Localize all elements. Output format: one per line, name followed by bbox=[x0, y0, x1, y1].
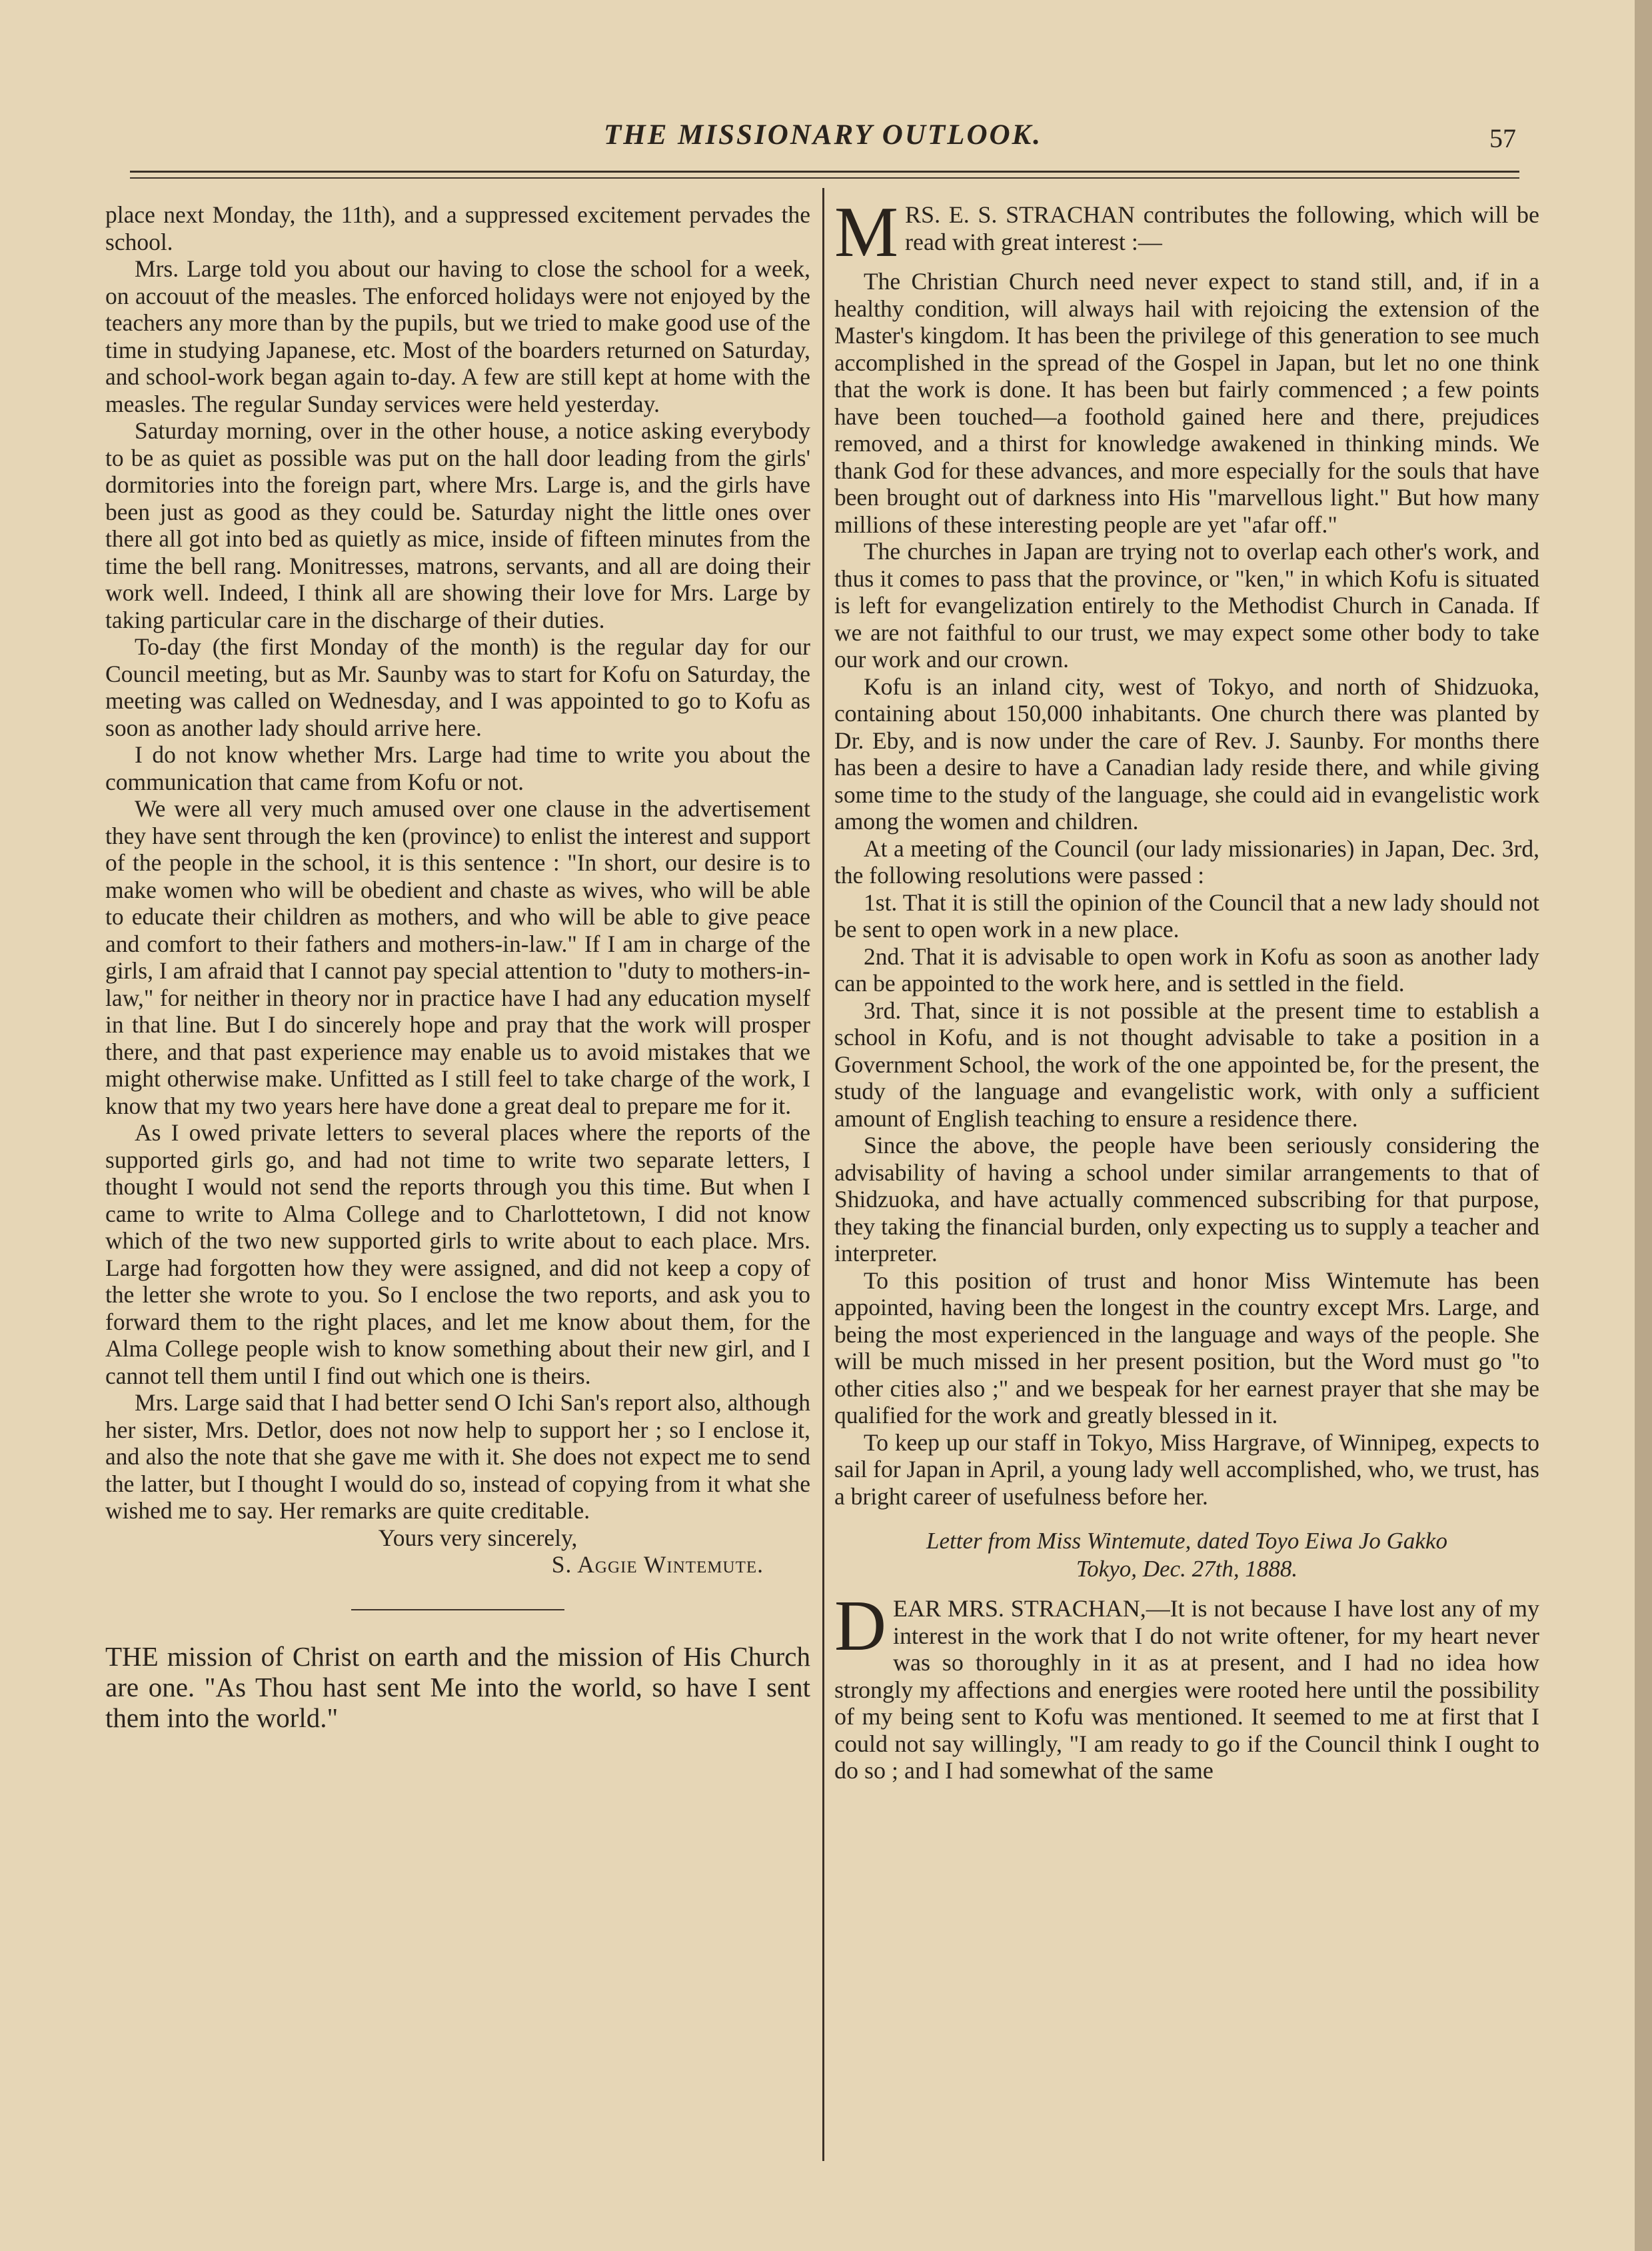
paragraph: At a meeting of the Council (our lady missionaries) in Japan, Dec. 3rd, the following resolutions were passed : bbox=[834, 835, 1539, 889]
paragraph: To this position of trust and honor Miss Wintemute has been appointed, having been the longest in the country except Mrs. Large, and being the most experienced in the language and ways of the people. She will be much missed in her present position, but the Word must go "to other cities also ;" and we bespeak for her earnest prayer that she may be qualified for the work and greatly blessed in it. bbox=[834, 1266, 1539, 1428]
letter-heading-line: Letter from Miss Wintemute, dated Toyo Eiwa Jo Gakko bbox=[926, 1528, 1447, 1554]
section-divider bbox=[351, 1609, 564, 1610]
header-rule bbox=[130, 171, 1519, 173]
page-edge bbox=[1635, 0, 1652, 2251]
running-title: THE MISSIONARY OUTLOOK. bbox=[604, 119, 1042, 151]
page-number: 57 bbox=[1489, 123, 1516, 153]
paragraph: Mrs. Large said that I had better send O Ichi San's report also, although her sister, Mrs. Detlor, does not now help to support her ; so I enclose it, and also the note that she gave me with it. She does not expect me to send the latter, but I thought I would do so, instead of copying from it what she wished me to say. Her remarks are quite creditable. bbox=[105, 1389, 810, 1524]
signature: S. Aggie Wintemute. bbox=[551, 1551, 764, 1578]
paragraph: Mrs. Large told you about our having to close the school for a week, on accouut of the measles. The enforced holidays were not enjoyed by the teachers any more than by the pupils, but we tried to make good use of the time in studying Japanese, etc. Most of the boarders returned on Saturday, and school-work began again to-day. A few are still kept at home with the measles. The regular Sunday services were held yesterday. bbox=[105, 255, 810, 417]
paragraph: To-day (the first Monday of the month) is the regular day for our Council meeting, but as Mr. Saunby was to start for Kofu on Saturday, the meeting was called on Wednesday, and I was appointed to go to Kofu as soon as another lady should arrive here. bbox=[105, 633, 810, 741]
paragraph: As I owed private letters to several places where the reports of the supported girls go, and had not time to write two separate letters, I thought I would not send the reports through you this time. But when I came to write to Alma College and to Charlottetown, I did not know which of the two new supported girls to write about to each place. Mrs. Large had forgotten how they were assigned, and did not keep a copy of the letter she wrote to you. So I enclose the two reports, and ask you to forward them to the right places, and let me know about them, for the Alma College people wish to know something about their new girl, and I cannot tell them until I find out which one is theirs. bbox=[105, 1119, 810, 1389]
resolution: 1st. That it is still the opinion of the Council that a new lady should not be sent to open work in a new place. bbox=[834, 889, 1539, 943]
letter-text: EAR MRS. STRACHAN,—It is not because I have lost any of my interest in the work that I do not write oftener, for my heart never was so thoroughly in it as at present, and I had no idea how strongly my affections and energies were rooted here until the possibility of my being sent to Kofu was mentioned. It seemed to me at first that I could not say willingly, "I am ready to go if the Council think I ought to do so ; and I had somewhat of the same bbox=[834, 1595, 1539, 1784]
left-column bbox=[105, 201, 810, 1733]
page-header bbox=[120, 119, 1526, 160]
drop-cap: M bbox=[834, 193, 899, 272]
intro-text: RS. E. S. STRACHAN contributes the following, which will be read with great interest :— bbox=[905, 201, 1539, 255]
resolution: 3rd. That, since it is not possible at the present time to establish a school in Kofu, and is not thought advisable to take a position in a Government School, the work of the one appointed be, for the present, the study of the language and evangelistic work, with only a sufficient amount of English teaching to ensure a residence there. bbox=[834, 997, 1539, 1132]
column-divider bbox=[822, 188, 824, 2161]
resolution: 2nd. That it is advisable to open work in Kofu as soon as another lady can be appointed to the work here, and is settled in the field. bbox=[834, 943, 1539, 997]
paragraph: Kofu is an inland city, west of Tokyo, and north of Shidzuoka, containing about 150,000 inhabitants. One church there was planted by Dr. Eby, and is now under the care of Rev. J. Saunby. For months there has been a desire to have a Canadian lady reside there, and while giving some time to the study of the language, she could aid in evangelistic work among the women and children. bbox=[834, 673, 1539, 835]
letter-heading-date: Tokyo, Dec. 27th, 1888. bbox=[1076, 1556, 1298, 1582]
right-column bbox=[834, 193, 1539, 1784]
paragraph: The Christian Church need never expect to stand still, and, if in a healthy condition, will always hail with rejoicing the extension of the Master's kingdom. It has been the privilege of this generation to see much accomplished in the spread of the Gospel in Japan, but let no one think that the work is done. It has been but fairly commenced ; a few points have been touched—a foothold gained here and there, prejudices removed, and a thirst for knowledge awakened in thinking minds. We thank God for these advances, and more especially for the souls that have been brought out of darkness into His "marvellous light." But how many millions of these interesting people are yet "afar off." bbox=[834, 268, 1539, 538]
letter-closing: Yours very sincerely, bbox=[378, 1524, 578, 1551]
letter-body bbox=[834, 1586, 1539, 1784]
paragraph: place next Monday, the 11th), and a suppressed excitement pervades the school. bbox=[105, 201, 810, 255]
spacer bbox=[834, 1510, 1539, 1527]
drop-cap: D bbox=[834, 1586, 886, 1666]
letter-heading bbox=[834, 1527, 1539, 1583]
paragraph: Saturday morning, over in the other house, a notice asking everybody to be as quiet as possible was put on the hall door leading from the girls' dormitories into the foreign part, where Mrs. Large is, and the girls have been just as good as they could be. Saturday night the little ones over there all got into bed as quietly as mice, inside of fifteen minutes from the time the bell rang. Monitresses, matrons, servants, and all are doing their work well. Indeed, I think all are showing their love for Mrs. Large by taking particular care in the discharge of their duties. bbox=[105, 417, 810, 633]
closing-quote: THE mission of Christ on earth and the mission of His Church are one. "As Thou hast sent Me into the world, so have I sent them into the world." bbox=[105, 1640, 810, 1733]
paragraph: To keep up our staff in Tokyo, Miss Hargrave, of Winnipeg, expects to sail for Japan in April, a young lady well accomplished, who, we trust, has a bright career of usefulness before her. bbox=[834, 1428, 1539, 1510]
paragraph: Since the above, the people have been seriously considering the advisability of having a school under similar arrangements to that of Shidzuoka, and have actually commenced subscribing for that purpose, they taking the financial burden, only expecting us to supply a teacher and interpreter. bbox=[834, 1132, 1539, 1266]
header-rule-secondary bbox=[130, 177, 1519, 179]
paragraph: I do not know whether Mrs. Large had time to write you about the communication that came from Kofu or not. bbox=[105, 741, 810, 795]
paragraph: The churches in Japan are trying not to overlap each other's work, and thus it comes to pass that the province, or "ken," in which Kofu is situated is left for evangelization entirely to the Methodist Church in Canada. If we are not faithful to our trust, we may expect some other body to take our work and our crown. bbox=[834, 538, 1539, 673]
paragraph: We were all very much amused over one clause in the advertisement they have sent through the ken (province) to enlist the interest and support of the people in the school, it is this sentence : "In short, our desire is to make women who will be obedient and chaste as wives, who will be able to educate their children as mothers, and who will be able to give peace and comfort to their fathers and mothers-in-law." If I am in charge of the girls, I am afraid that I cannot pay special attention to "duty to mothers-in-law," for neither in theory nor in practice have I had any education myself in that line. But I do sincerely hope and pray that the work will prosper there, and that past experience may enable us to avoid mistakes that we might otherwise make. Unfitted as I still feel to take charge of the work, I know that my two years here have done a great deal to prepare me for it. bbox=[105, 795, 810, 1119]
intro-paragraph bbox=[834, 193, 1539, 272]
